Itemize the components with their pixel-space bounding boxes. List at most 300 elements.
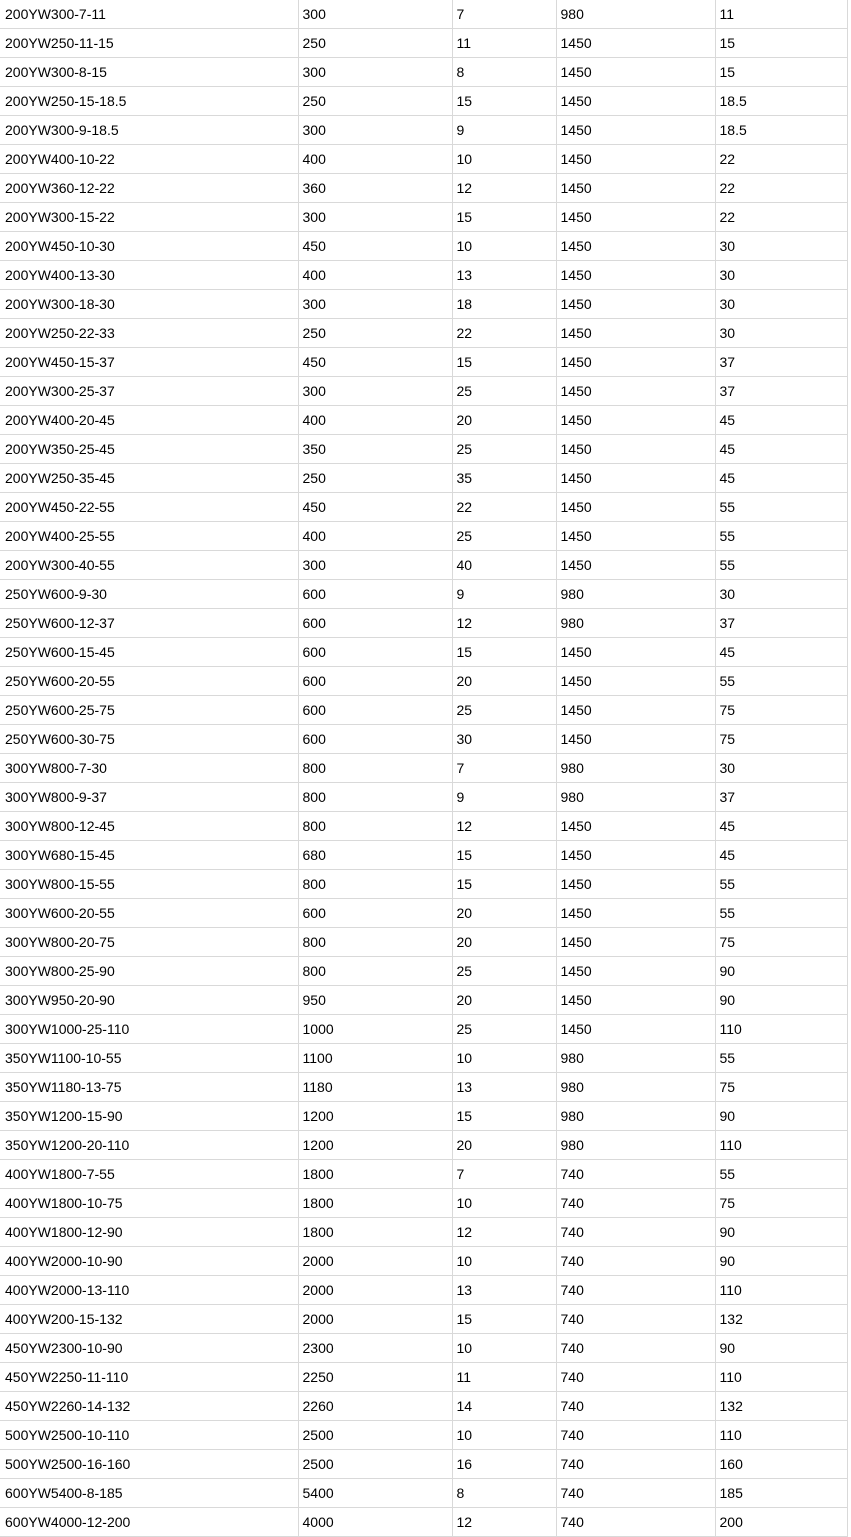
- head-cell: 9: [452, 783, 556, 812]
- power-cell: 45: [715, 464, 847, 493]
- power-cell: 45: [715, 406, 847, 435]
- head-cell: 7: [452, 1160, 556, 1189]
- head-cell: 25: [452, 522, 556, 551]
- power-cell: 30: [715, 232, 847, 261]
- speed-cell: 1450: [556, 667, 715, 696]
- model-cell: 200YW300-8-15: [0, 58, 298, 87]
- power-cell: 45: [715, 841, 847, 870]
- speed-cell: 980: [556, 783, 715, 812]
- table-row: [0, 1305, 847, 1334]
- flow-cell: 600: [298, 667, 452, 696]
- power-cell: 11: [715, 0, 847, 29]
- power-cell: 15: [715, 29, 847, 58]
- speed-cell: 1450: [556, 522, 715, 551]
- flow-cell: 300: [298, 58, 452, 87]
- speed-cell: 1450: [556, 377, 715, 406]
- head-cell: 13: [452, 1073, 556, 1102]
- table-row: [0, 725, 847, 754]
- flow-cell: 2250: [298, 1363, 452, 1392]
- flow-cell: 300: [298, 290, 452, 319]
- flow-cell: 400: [298, 261, 452, 290]
- model-cell: 250YW600-9-30: [0, 580, 298, 609]
- model-cell: 200YW400-20-45: [0, 406, 298, 435]
- flow-cell: 600: [298, 580, 452, 609]
- flow-cell: 1100: [298, 1044, 452, 1073]
- speed-cell: 1450: [556, 174, 715, 203]
- speed-cell: 1450: [556, 319, 715, 348]
- model-cell: 200YW300-25-37: [0, 377, 298, 406]
- model-cell: 200YW450-10-30: [0, 232, 298, 261]
- head-cell: 20: [452, 986, 556, 1015]
- speed-cell: 1450: [556, 116, 715, 145]
- head-cell: 10: [452, 145, 556, 174]
- speed-cell: 1450: [556, 493, 715, 522]
- power-cell: 30: [715, 580, 847, 609]
- flow-cell: 450: [298, 232, 452, 261]
- model-cell: 200YW400-13-30: [0, 261, 298, 290]
- head-cell: 30: [452, 725, 556, 754]
- speed-cell: 1450: [556, 812, 715, 841]
- model-cell: 400YW1800-10-75: [0, 1189, 298, 1218]
- table-row: [0, 1073, 847, 1102]
- speed-cell: 740: [556, 1392, 715, 1421]
- table-row: [0, 1450, 847, 1479]
- head-cell: 8: [452, 1479, 556, 1508]
- flow-cell: 250: [298, 464, 452, 493]
- flow-cell: 1800: [298, 1189, 452, 1218]
- head-cell: 15: [452, 1102, 556, 1131]
- head-cell: 12: [452, 1508, 556, 1537]
- power-cell: 22: [715, 203, 847, 232]
- speed-cell: 1450: [556, 203, 715, 232]
- speed-cell: 740: [556, 1305, 715, 1334]
- model-cell: 200YW450-22-55: [0, 493, 298, 522]
- head-cell: 7: [452, 754, 556, 783]
- power-cell: 15: [715, 58, 847, 87]
- head-cell: 11: [452, 1363, 556, 1392]
- model-cell: 200YW300-18-30: [0, 290, 298, 319]
- flow-cell: 800: [298, 957, 452, 986]
- table-row: [0, 58, 847, 87]
- power-cell: 132: [715, 1392, 847, 1421]
- model-cell: 300YW800-12-45: [0, 812, 298, 841]
- speed-cell: 740: [556, 1508, 715, 1537]
- model-cell: 450YW2250-11-110: [0, 1363, 298, 1392]
- flow-cell: 300: [298, 0, 452, 29]
- model-cell: 300YW800-7-30: [0, 754, 298, 783]
- flow-cell: 600: [298, 725, 452, 754]
- table-row: [0, 957, 847, 986]
- head-cell: 10: [452, 1334, 556, 1363]
- table-row: [0, 203, 847, 232]
- power-cell: 55: [715, 870, 847, 899]
- flow-cell: 2000: [298, 1305, 452, 1334]
- speed-cell: 1450: [556, 1015, 715, 1044]
- table-row: [0, 232, 847, 261]
- power-cell: 200: [715, 1508, 847, 1537]
- speed-cell: 980: [556, 0, 715, 29]
- head-cell: 12: [452, 812, 556, 841]
- speed-cell: 980: [556, 1131, 715, 1160]
- speed-cell: 1450: [556, 261, 715, 290]
- head-cell: 11: [452, 29, 556, 58]
- power-cell: 45: [715, 638, 847, 667]
- flow-cell: 400: [298, 145, 452, 174]
- power-cell: 75: [715, 1073, 847, 1102]
- flow-cell: 1000: [298, 1015, 452, 1044]
- flow-cell: 1800: [298, 1160, 452, 1189]
- power-cell: 37: [715, 348, 847, 377]
- flow-cell: 300: [298, 377, 452, 406]
- head-cell: 25: [452, 377, 556, 406]
- flow-cell: 450: [298, 493, 452, 522]
- model-cell: 200YW300-15-22: [0, 203, 298, 232]
- speed-cell: 740: [556, 1189, 715, 1218]
- power-cell: 37: [715, 783, 847, 812]
- flow-cell: 1200: [298, 1102, 452, 1131]
- model-cell: 200YW360-12-22: [0, 174, 298, 203]
- table-row: [0, 1102, 847, 1131]
- model-cell: 200YW250-11-15: [0, 29, 298, 58]
- model-cell: 300YW600-20-55: [0, 899, 298, 928]
- table-row: [0, 812, 847, 841]
- power-cell: 75: [715, 696, 847, 725]
- speed-cell: 1450: [556, 551, 715, 580]
- flow-cell: 350: [298, 435, 452, 464]
- power-cell: 90: [715, 957, 847, 986]
- power-cell: 132: [715, 1305, 847, 1334]
- power-cell: 185: [715, 1479, 847, 1508]
- head-cell: 7: [452, 0, 556, 29]
- table-row: [0, 1218, 847, 1247]
- head-cell: 20: [452, 1131, 556, 1160]
- speed-cell: 1450: [556, 464, 715, 493]
- head-cell: 15: [452, 1305, 556, 1334]
- table-row: [0, 841, 847, 870]
- head-cell: 20: [452, 928, 556, 957]
- head-cell: 35: [452, 464, 556, 493]
- power-cell: 22: [715, 145, 847, 174]
- model-cell: 300YW680-15-45: [0, 841, 298, 870]
- table-row: [0, 1247, 847, 1276]
- model-cell: 400YW200-15-132: [0, 1305, 298, 1334]
- model-cell: 450YW2260-14-132: [0, 1392, 298, 1421]
- head-cell: 9: [452, 116, 556, 145]
- table-row: [0, 986, 847, 1015]
- table-row: [0, 783, 847, 812]
- speed-cell: 1450: [556, 638, 715, 667]
- head-cell: 15: [452, 348, 556, 377]
- speed-cell: 1450: [556, 696, 715, 725]
- flow-cell: 800: [298, 928, 452, 957]
- speed-cell: 1450: [556, 87, 715, 116]
- head-cell: 15: [452, 870, 556, 899]
- power-cell: 37: [715, 609, 847, 638]
- table-row: [0, 609, 847, 638]
- speed-cell: 980: [556, 1073, 715, 1102]
- power-cell: 75: [715, 928, 847, 957]
- flow-cell: 800: [298, 870, 452, 899]
- table-row: [0, 0, 847, 29]
- table-row: [0, 899, 847, 928]
- speed-cell: 740: [556, 1421, 715, 1450]
- table-row: [0, 580, 847, 609]
- head-cell: 10: [452, 232, 556, 261]
- table-row: [0, 696, 847, 725]
- model-cell: 350YW1200-15-90: [0, 1102, 298, 1131]
- table-row: [0, 493, 847, 522]
- table-row: [0, 638, 847, 667]
- flow-cell: 360: [298, 174, 452, 203]
- model-cell: 500YW2500-10-110: [0, 1421, 298, 1450]
- model-cell: 300YW950-20-90: [0, 986, 298, 1015]
- model-cell: 200YW350-25-45: [0, 435, 298, 464]
- speed-cell: 740: [556, 1479, 715, 1508]
- table-row: [0, 87, 847, 116]
- head-cell: 13: [452, 1276, 556, 1305]
- power-cell: 30: [715, 261, 847, 290]
- model-cell: 200YW450-15-37: [0, 348, 298, 377]
- speed-cell: 980: [556, 1044, 715, 1073]
- head-cell: 16: [452, 1450, 556, 1479]
- head-cell: 14: [452, 1392, 556, 1421]
- model-cell: 400YW1800-12-90: [0, 1218, 298, 1247]
- table-row: [0, 116, 847, 145]
- flow-cell: 1800: [298, 1218, 452, 1247]
- head-cell: 25: [452, 1015, 556, 1044]
- table-row: [0, 870, 847, 899]
- power-cell: 90: [715, 1218, 847, 1247]
- model-cell: 200YW400-10-22: [0, 145, 298, 174]
- flow-cell: 2500: [298, 1421, 452, 1450]
- model-cell: 250YW600-25-75: [0, 696, 298, 725]
- speed-cell: 1450: [556, 725, 715, 754]
- flow-cell: 400: [298, 406, 452, 435]
- head-cell: 12: [452, 1218, 556, 1247]
- speed-cell: 1450: [556, 928, 715, 957]
- model-cell: 400YW2000-10-90: [0, 1247, 298, 1276]
- speed-cell: 980: [556, 754, 715, 783]
- head-cell: 15: [452, 638, 556, 667]
- table-row: [0, 1479, 847, 1508]
- model-cell: 350YW1200-20-110: [0, 1131, 298, 1160]
- head-cell: 10: [452, 1044, 556, 1073]
- model-cell: 350YW1180-13-75: [0, 1073, 298, 1102]
- power-cell: 18.5: [715, 116, 847, 145]
- table-row: [0, 290, 847, 319]
- table-row: [0, 1044, 847, 1073]
- table-row: [0, 1508, 847, 1537]
- flow-cell: 2300: [298, 1334, 452, 1363]
- flow-cell: 600: [298, 638, 452, 667]
- flow-cell: 2000: [298, 1247, 452, 1276]
- power-cell: 160: [715, 1450, 847, 1479]
- power-cell: 75: [715, 1189, 847, 1218]
- table-row: [0, 1276, 847, 1305]
- model-cell: 600YW4000-12-200: [0, 1508, 298, 1537]
- model-cell: 450YW2300-10-90: [0, 1334, 298, 1363]
- speed-cell: 740: [556, 1218, 715, 1247]
- flow-cell: 600: [298, 696, 452, 725]
- head-cell: 20: [452, 406, 556, 435]
- table-row: [0, 377, 847, 406]
- power-cell: 55: [715, 522, 847, 551]
- table-row: [0, 667, 847, 696]
- flow-cell: 800: [298, 754, 452, 783]
- speed-cell: 1450: [556, 348, 715, 377]
- power-cell: 30: [715, 754, 847, 783]
- power-cell: 90: [715, 1102, 847, 1131]
- model-cell: 200YW250-35-45: [0, 464, 298, 493]
- power-cell: 75: [715, 725, 847, 754]
- flow-cell: 1180: [298, 1073, 452, 1102]
- table-row: [0, 522, 847, 551]
- head-cell: 15: [452, 841, 556, 870]
- table-row: [0, 29, 847, 58]
- flow-cell: 600: [298, 899, 452, 928]
- flow-cell: 250: [298, 87, 452, 116]
- model-cell: 600YW5400-8-185: [0, 1479, 298, 1508]
- table-row: [0, 1392, 847, 1421]
- head-cell: 22: [452, 319, 556, 348]
- table-row: [0, 261, 847, 290]
- flow-cell: 5400: [298, 1479, 452, 1508]
- table-row: [0, 928, 847, 957]
- speed-cell: 740: [556, 1247, 715, 1276]
- power-cell: 45: [715, 435, 847, 464]
- power-cell: 22: [715, 174, 847, 203]
- head-cell: 12: [452, 609, 556, 638]
- table-row: [0, 406, 847, 435]
- head-cell: 10: [452, 1247, 556, 1276]
- speed-cell: 1450: [556, 986, 715, 1015]
- speed-cell: 1450: [556, 58, 715, 87]
- model-cell: 300YW800-20-75: [0, 928, 298, 957]
- table-row: [0, 1131, 847, 1160]
- model-cell: 300YW800-9-37: [0, 783, 298, 812]
- flow-cell: 300: [298, 116, 452, 145]
- head-cell: 40: [452, 551, 556, 580]
- model-cell: 200YW300-7-11: [0, 0, 298, 29]
- speed-cell: 980: [556, 580, 715, 609]
- power-cell: 45: [715, 812, 847, 841]
- head-cell: 20: [452, 899, 556, 928]
- head-cell: 22: [452, 493, 556, 522]
- power-cell: 30: [715, 319, 847, 348]
- speed-cell: 740: [556, 1450, 715, 1479]
- head-cell: 10: [452, 1189, 556, 1218]
- flow-cell: 950: [298, 986, 452, 1015]
- table-row: [0, 1160, 847, 1189]
- speed-cell: 1450: [556, 290, 715, 319]
- speed-cell: 1450: [556, 435, 715, 464]
- model-cell: 200YW300-40-55: [0, 551, 298, 580]
- flow-cell: 1200: [298, 1131, 452, 1160]
- table-row: [0, 551, 847, 580]
- power-cell: 90: [715, 1247, 847, 1276]
- model-cell: 250YW600-15-45: [0, 638, 298, 667]
- head-cell: 8: [452, 58, 556, 87]
- table-row: [0, 464, 847, 493]
- flow-cell: 4000: [298, 1508, 452, 1537]
- power-cell: 37: [715, 377, 847, 406]
- head-cell: 15: [452, 203, 556, 232]
- speed-cell: 1450: [556, 232, 715, 261]
- speed-cell: 1450: [556, 870, 715, 899]
- flow-cell: 800: [298, 783, 452, 812]
- power-cell: 110: [715, 1421, 847, 1450]
- flow-cell: 2260: [298, 1392, 452, 1421]
- power-cell: 55: [715, 551, 847, 580]
- model-cell: 300YW1000-25-110: [0, 1015, 298, 1044]
- model-cell: 300YW800-25-90: [0, 957, 298, 986]
- model-cell: 200YW300-9-18.5: [0, 116, 298, 145]
- power-cell: 55: [715, 1160, 847, 1189]
- model-cell: 250YW600-20-55: [0, 667, 298, 696]
- power-cell: 18.5: [715, 87, 847, 116]
- power-cell: 55: [715, 493, 847, 522]
- power-cell: 110: [715, 1131, 847, 1160]
- power-cell: 30: [715, 290, 847, 319]
- power-cell: 55: [715, 899, 847, 928]
- power-cell: 55: [715, 1044, 847, 1073]
- speed-cell: 1450: [556, 29, 715, 58]
- table-row: [0, 1363, 847, 1392]
- flow-cell: 300: [298, 551, 452, 580]
- model-cell: 350YW1100-10-55: [0, 1044, 298, 1073]
- speed-cell: 980: [556, 609, 715, 638]
- flow-cell: 2500: [298, 1450, 452, 1479]
- speed-cell: 1450: [556, 841, 715, 870]
- table-row: [0, 1015, 847, 1044]
- speed-cell: 980: [556, 1102, 715, 1131]
- power-cell: 90: [715, 1334, 847, 1363]
- head-cell: 20: [452, 667, 556, 696]
- flow-cell: 2000: [298, 1276, 452, 1305]
- power-cell: 110: [715, 1276, 847, 1305]
- model-cell: 400YW2000-13-110: [0, 1276, 298, 1305]
- head-cell: 9: [452, 580, 556, 609]
- speed-cell: 740: [556, 1160, 715, 1189]
- model-cell: 250YW600-30-75: [0, 725, 298, 754]
- table-row: [0, 754, 847, 783]
- power-cell: 90: [715, 986, 847, 1015]
- model-cell: 200YW250-15-18.5: [0, 87, 298, 116]
- head-cell: 25: [452, 696, 556, 725]
- speed-cell: 740: [556, 1276, 715, 1305]
- table-row: [0, 174, 847, 203]
- model-cell: 200YW400-25-55: [0, 522, 298, 551]
- power-cell: 110: [715, 1015, 847, 1044]
- model-cell: 300YW800-15-55: [0, 870, 298, 899]
- head-cell: 12: [452, 174, 556, 203]
- table-row: [0, 1334, 847, 1363]
- table-row: [0, 435, 847, 464]
- table-row: [0, 1421, 847, 1450]
- head-cell: 13: [452, 261, 556, 290]
- model-cell: 200YW250-22-33: [0, 319, 298, 348]
- speed-cell: 1450: [556, 145, 715, 174]
- model-cell: 400YW1800-7-55: [0, 1160, 298, 1189]
- model-cell: 500YW2500-16-160: [0, 1450, 298, 1479]
- power-cell: 110: [715, 1363, 847, 1392]
- flow-cell: 250: [298, 29, 452, 58]
- table-row: [0, 348, 847, 377]
- power-cell: 55: [715, 667, 847, 696]
- flow-cell: 800: [298, 812, 452, 841]
- speed-cell: 740: [556, 1334, 715, 1363]
- head-cell: 25: [452, 435, 556, 464]
